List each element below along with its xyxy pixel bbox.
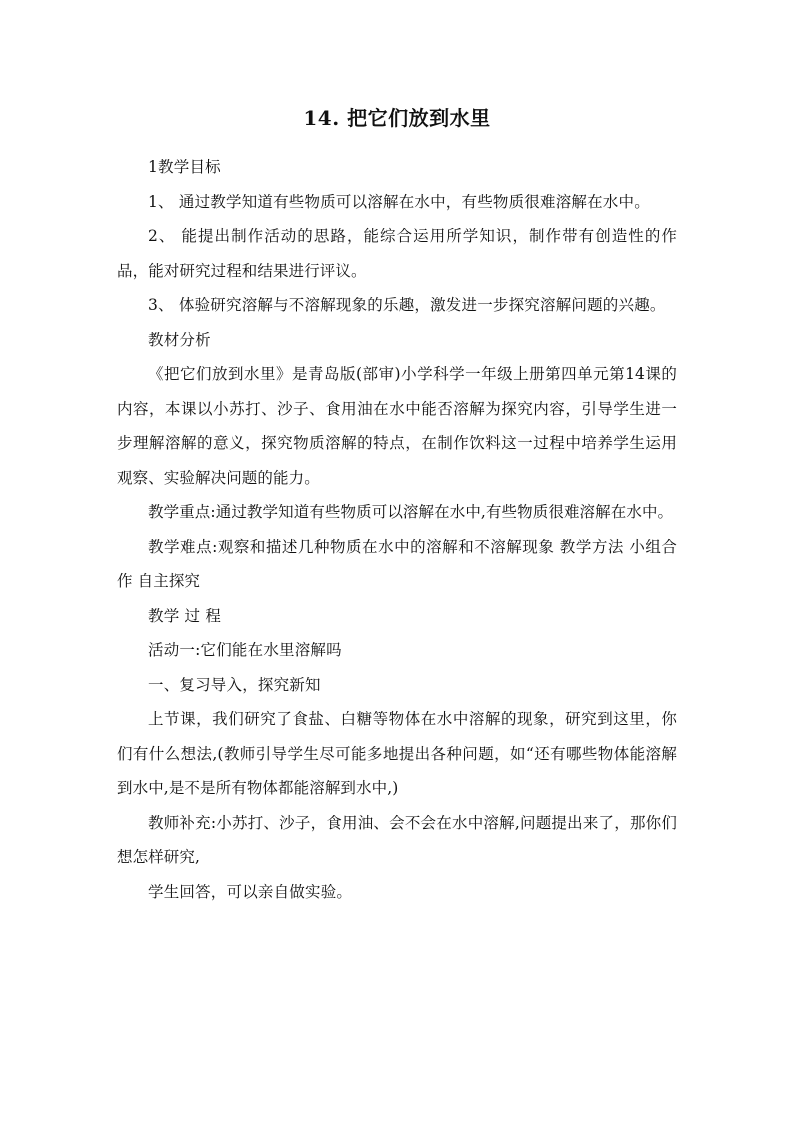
paragraph-student-answer: 学生回答，可以亲自做实验。 (148, 882, 353, 901)
paragraph-teaching-goals-heading: 1教学目标 (148, 158, 221, 176)
paragraph-difficulties: 教学难点:观察和描述几种物质在水中的溶解和不溶解现象 教学方法 小组合作 自主探究 (117, 537, 677, 590)
paragraph-material-analysis: 《把它们放到水里》是青岛版(部审)小学科学一年级上册第四单元第14课的内容，本课以小苏打、沙子、食用油在水中能否溶解为探究内容，引导学生进一步理解溶解的意义，探究物质溶解的特点，在制作饮料这一过程中培养学生运用观察、实验解决问题的能力。 (117, 365, 677, 487)
paragraph-review-intro: 一、复习导入，探究新知 (148, 675, 321, 694)
paragraph-key-points: 教学重点:通过教学知道有些物质可以溶解在水中,有些物质很难溶解在水中。 (148, 503, 674, 521)
paragraph-activity-1: 活动一:它们能在水里溶解吗 (148, 641, 342, 659)
paragraph-last-lesson: 上节课，我们研究了食盐、白糖等物体在水中溶解的现象，研究到这里，你们有什么想法,(教师引导学生尽可能多地提出各种问题，如“还有哪些物体能溶解到水中,是不是所有物体都能溶解到水中,) (117, 710, 677, 797)
page-title: 14. 把它们放到水里 (303, 106, 491, 130)
paragraph-goal-3: 3、 体验研究溶解与不溶解现象的乐趣，激发进一步探究溶解问题的兴趣。 (148, 296, 666, 314)
paragraph-material-analysis-heading: 教材分析 (148, 330, 211, 349)
paragraph-teaching-process-heading: 教学 过 程 (148, 606, 222, 625)
document-body (117, 104, 677, 909)
paragraph-goal-2: 2、 能提出制作活动的思路，能综合运用所学知识，制作带有创造性的作品，能对研究过程和结果进行评议。 (117, 227, 677, 280)
paragraph-goal-1: 1、 通过教学知道有些物质可以溶解在水中，有些物质很难溶解在水中。 (148, 192, 650, 211)
paragraph-teacher-supplement: 教师补充:小苏打、沙子，食用油、会不会在水中溶解,问题提出来了，那你们想怎样研究, (117, 813, 677, 866)
